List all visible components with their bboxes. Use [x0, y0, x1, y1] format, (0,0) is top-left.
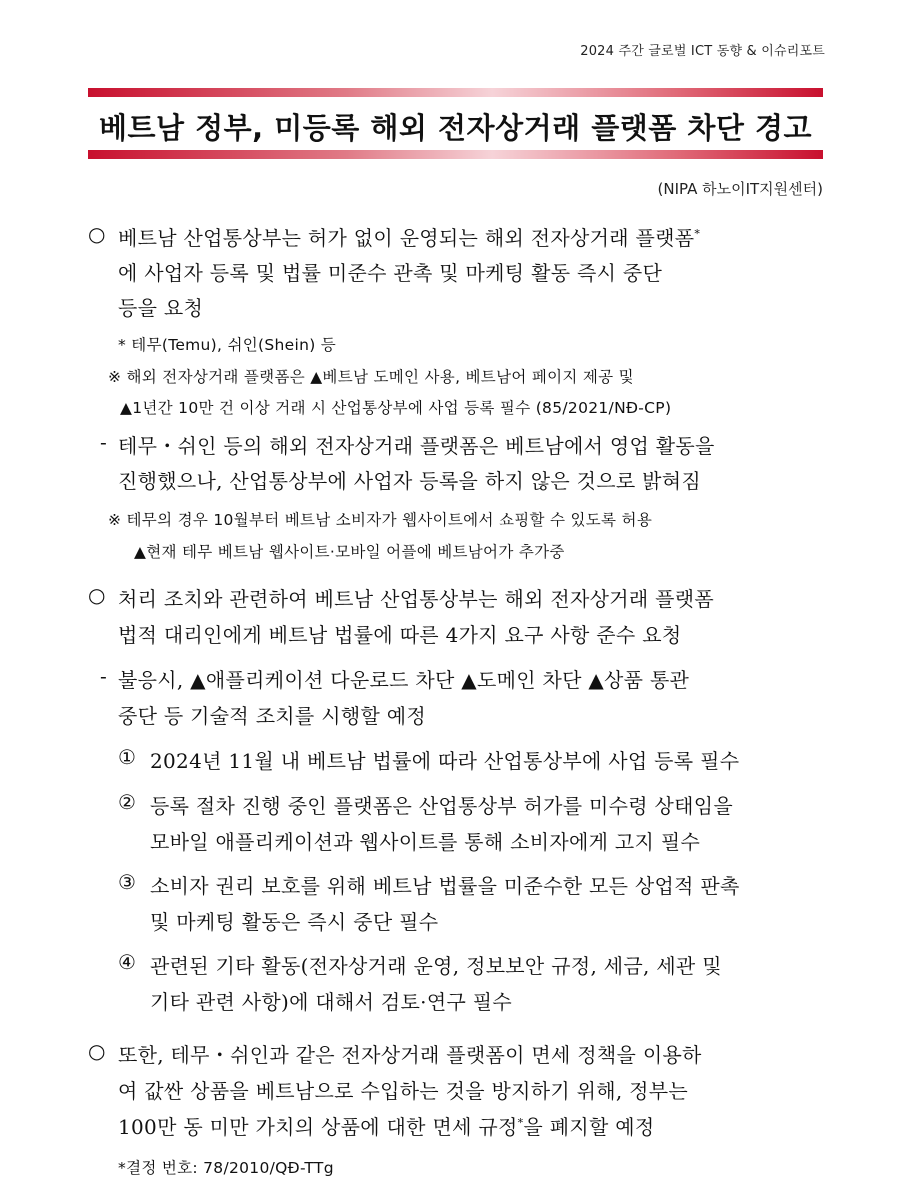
section1-line1: 베트남 산업통상부는 허가 없이 운영되는 해외 전자상거래 플랫폼*	[118, 226, 701, 250]
section1-detail-line1: 테무・쉬인 등의 해외 전자상거래 플랫폼은 베트남에서 영업 활동을	[118, 434, 715, 458]
section1-footnote: * 테무(Temu), 쉬인(Shein) 등	[118, 336, 337, 354]
section3-footnote-marker: *	[517, 1116, 524, 1130]
title-bottom-bar	[88, 150, 823, 159]
requirement-3-number: ③	[118, 870, 137, 894]
requirement-1-number: ①	[118, 745, 137, 769]
section2-detail-line2: 중단 등 기술적 조치를 시행할 예정	[118, 704, 426, 728]
reference-mark-icon: ※	[108, 511, 122, 529]
report-series-label: 2024 주간 글로벌 ICT 동향 & 이슈리포트	[580, 44, 825, 59]
requirement-2-line1: 등록 절차 진행 중인 플랫폼은 산업통상부 허가를 미수령 상태임을	[150, 794, 733, 818]
section1-bullet: ○	[88, 222, 106, 246]
source-credit: (NIPA 하노이IT지원센터)	[657, 180, 823, 198]
section2-line1: 처리 조치와 관련하여 베트남 산업통상부는 해외 전자상거래 플랫폼	[118, 587, 714, 611]
footnote-star: *	[118, 1159, 127, 1177]
section2-line2: 법적 대리인에게 베트남 법률에 따른 4가지 요구 사항 준수 요청	[118, 623, 682, 647]
requirement-2-line2: 모바일 애플리케이션과 웹사이트를 통해 소비자에게 고지 필수	[150, 830, 701, 854]
section1-footnote-marker: *	[694, 227, 701, 241]
section1-note4: ▲현재 테무 베트남 웹사이트·모바일 어플에 베트남어가 추가중	[134, 543, 565, 561]
section1-line3: 등을 요청	[118, 296, 204, 320]
section3-bullet: ○	[88, 1039, 106, 1063]
section3-footnote: *결정 번호: 78/2010/QĐ-TTg	[118, 1159, 334, 1177]
footnote-star: *	[118, 336, 127, 354]
requirement-3-line2: 및 마케팅 활동은 즉시 중단 필수	[150, 910, 439, 934]
reference-mark-icon: ※	[108, 368, 122, 386]
requirement-2-number: ②	[118, 790, 137, 814]
requirement-1-line1: 2024년 11월 내 베트남 법률에 따라 산업통상부에 사업 등록 필수	[150, 749, 740, 773]
requirement-3-line1: 소비자 권리 보호를 위해 베트남 법률을 미준수한 모든 상업적 판촉	[150, 874, 740, 898]
section2-detail-line1: 불응시, ▲애플리케이션 다운로드 차단 ▲도메인 차단 ▲상품 통관	[118, 668, 690, 692]
section1-note3: ※ 테무의 경우 10월부터 베트남 소비자가 웹사이트에서 쇼핑할 수 있도록 허용	[108, 511, 653, 529]
requirement-4-line1: 관련된 기타 활동(전자상거래 운영, 정보보안 규정, 세금, 세관 및	[150, 954, 722, 978]
section1-line2: 에 사업자 등록 및 법률 미준수 관촉 및 마케팅 활동 즉시 중단	[118, 261, 663, 285]
page-title: 베트남 정부, 미등록 해외 전자상거래 플랫폼 차단 경고	[99, 111, 812, 145]
section2-dash: -	[100, 664, 108, 688]
title-top-bar	[88, 88, 823, 97]
section3-line2: 여 값싼 상품을 베트남으로 수입하는 것을 방지하기 위해, 정부는	[118, 1079, 689, 1103]
section1-note2: ▲1년간 10만 건 이상 거래 시 산업통상부에 사업 등록 필수 (85/2021/NĐ-CP)	[120, 399, 672, 417]
requirement-4-line2: 기타 관련 사항)에 대해서 검토·연구 필수	[150, 990, 512, 1014]
section3-line1: 또한, 테무・쉬인과 같은 전자상거래 플랫폼이 면세 정책을 이용하	[118, 1043, 702, 1067]
section1-note1: ※ 해외 전자상거래 플랫폼은 ▲베트남 도메인 사용, 베트남어 페이지 제공 및	[108, 368, 634, 386]
section3-line3: 100만 동 미만 가치의 상품에 대한 면세 규정*을 폐지할 예정	[118, 1115, 655, 1139]
section1-detail-line2: 진행했으나, 산업통상부에 사업자 등록을 하지 않은 것으로 밝혀짐	[118, 469, 701, 493]
requirement-4-number: ④	[118, 950, 137, 974]
section2-bullet: ○	[88, 583, 106, 607]
section1-dash: -	[100, 430, 108, 454]
